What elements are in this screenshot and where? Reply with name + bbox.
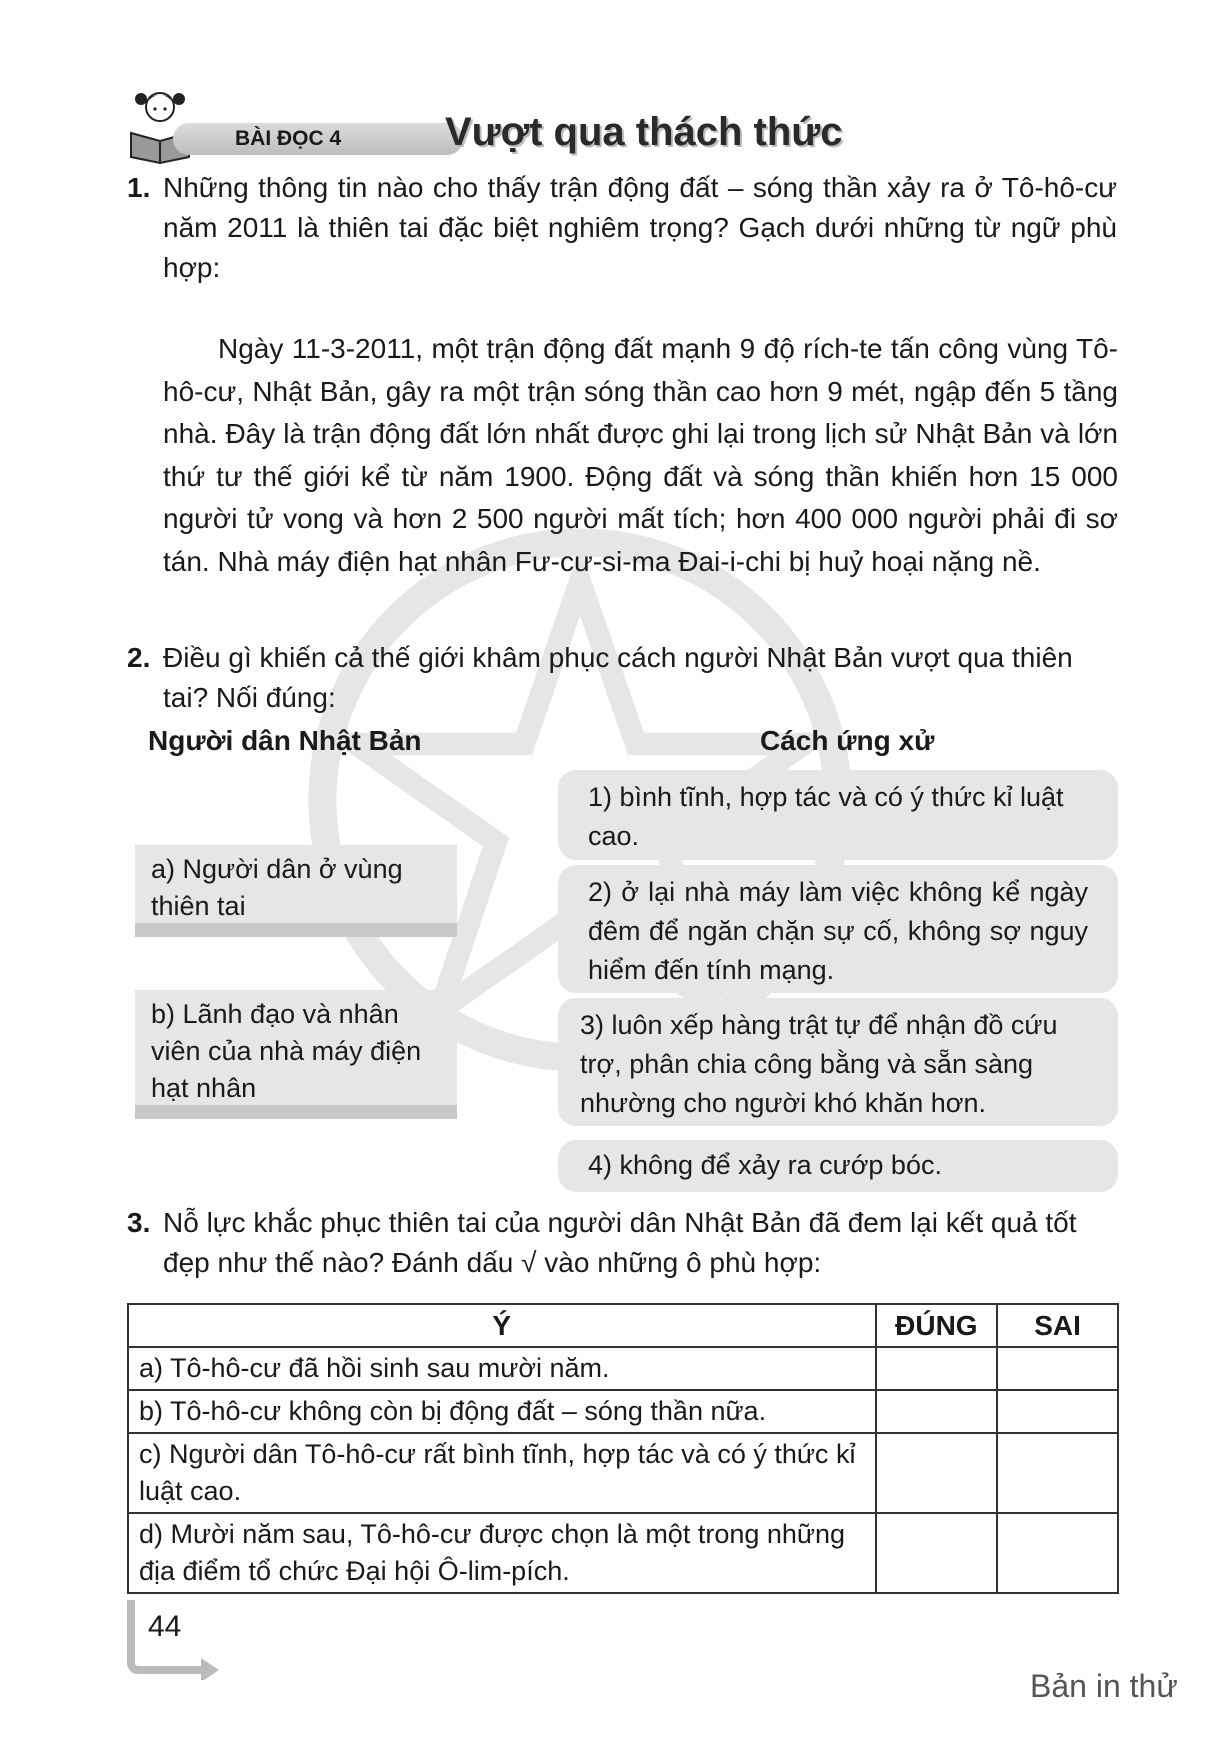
question-number: 1.: [127, 172, 151, 203]
true-checkbox-cell[interactable]: [876, 1513, 998, 1593]
table-row: [128, 1390, 1118, 1433]
match-right-item[interactable]: 1) bình tĩnh, hợp tác và có ý thức kỉ luật cao.: [558, 770, 1118, 860]
false-checkbox-cell[interactable]: [997, 1513, 1118, 1593]
statement-cell: c) Người dân Tô-hô-cư rất bình tĩnh, hợp tác và có ý thức kỉ luật cao.: [128, 1433, 876, 1513]
question-3: [127, 1203, 1117, 1283]
table-row: [128, 1433, 1118, 1513]
question-1: [127, 168, 1117, 288]
box-shadow: [135, 1105, 457, 1119]
col-false-header: SAI: [997, 1304, 1118, 1347]
true-checkbox-cell[interactable]: [876, 1347, 998, 1390]
col-true-header: ĐÚNG: [876, 1304, 998, 1347]
true-false-table: [127, 1303, 1119, 1594]
match-left-item[interactable]: a) Người dân ở vùng thiên tai: [135, 845, 457, 923]
box-shadow: [135, 923, 457, 937]
true-checkbox-cell[interactable]: [876, 1433, 998, 1513]
false-checkbox-cell[interactable]: [997, 1433, 1118, 1513]
statement-cell: b) Tô-hô-cư không còn bị động đất – sóng thần nữa.: [128, 1390, 876, 1433]
question-number: 2.: [127, 642, 151, 673]
page-title: Vượt qua thách thức: [445, 110, 843, 154]
lesson-header: [125, 85, 1125, 175]
match-right-item[interactable]: 3) luôn xếp hàng trật tự để nhận đồ cứu trợ, phân chia công bằng và sẵn sàng nhường cho người khó khăn hơn.: [558, 998, 1118, 1126]
table-row: [128, 1513, 1118, 1593]
false-checkbox-cell[interactable]: [997, 1347, 1118, 1390]
statement-cell: d) Mười năm sau, Tô-hô-cư được chọn là một trong những địa điểm tổ chức Đại hội Ô-lim-pích.: [128, 1513, 876, 1593]
match-right-item[interactable]: 2) ở lại nhà máy làm việc không kể ngày đêm để ngăn chặn sự cố, không sợ nguy hiểm đến tính mạng.: [558, 865, 1118, 993]
col-idea-header: Ý: [128, 1304, 876, 1347]
false-checkbox-cell[interactable]: [997, 1390, 1118, 1433]
true-checkbox-cell[interactable]: [876, 1390, 998, 1433]
question-prompt: Nỗ lực khắc phục thiên tai của người dân Nhật Bản đã đem lại kết quả tốt đẹp như thế nào? Đánh dấu √ vào những ô phù hợp:: [163, 1207, 1077, 1278]
question-prompt: Những thông tin nào cho thấy trận động đất – sóng thần xảy ra ở Tô-hô-cư năm 2011 là thiên tai đặc biệt nghiêm trọng? Gạch dưới những từ ngữ phù hợp:: [163, 172, 1117, 283]
question-number: 3.: [127, 1207, 151, 1238]
table-row: [128, 1347, 1118, 1390]
match-right-item[interactable]: 4) không để xảy ra cướp bóc.: [558, 1140, 1118, 1192]
left-column-header: Người dân Nhật Bản: [148, 725, 422, 756]
question-2: [127, 638, 1117, 718]
statement-cell: a) Tô-hô-cư đã hồi sinh sau mười năm.: [128, 1347, 876, 1390]
right-column-header: Cách ứng xử: [760, 725, 935, 756]
table-header-row: [128, 1304, 1118, 1347]
page-number: 44: [148, 1610, 182, 1643]
match-left-item[interactable]: b) Lãnh đạo và nhân viên của nhà máy điện hạt nhân: [135, 990, 457, 1105]
print-proof-note: Bản in thử: [1030, 1668, 1178, 1704]
reading-passage: Ngày 11-3-2011, một trận động đất mạnh 9 độ rích-te tấn công vùng Tô-hô-cư, Nhật Bản, gây ra một trận sóng thần cao hơn 9 mét, ngập đến 5 tầng nhà. Đây là trận động đất lớn nhất được ghi lại trong lịch sử Nhật Bản và lớn thứ tư thế giới kể từ năm 1900. Động đất và sóng thần khiến hơn 15 000 người tử vong và hơn 2 500 người mất tích; hơn 400 000 người phải đi sơ tán. Nhà máy điện hạt nhân Fư-cư-si-ma Đai-i-chi bị huỷ hoại nặng nề.: [163, 333, 1118, 577]
lesson-badge: BÀI ĐỌC 4: [173, 123, 463, 155]
question-prompt: Điều gì khiến cả thế giới khâm phục cách người Nhật Bản vượt qua thiên tai? Nối đúng:: [163, 642, 1073, 713]
